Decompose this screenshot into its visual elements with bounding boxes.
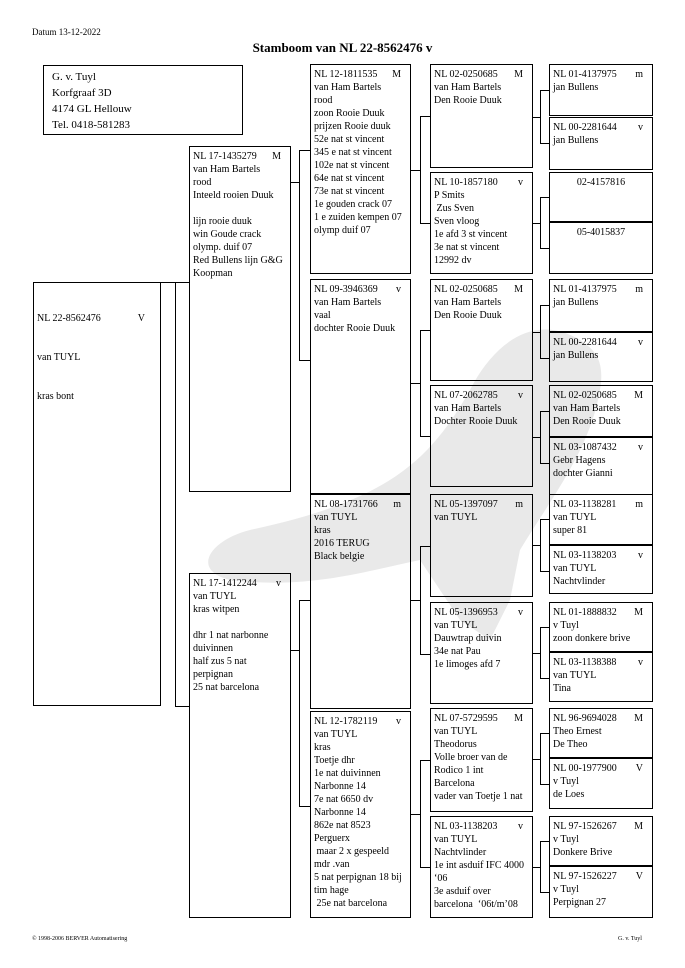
connector-line bbox=[291, 650, 299, 651]
ring-number: NL 10-1857180 bbox=[434, 177, 498, 188]
connector-line bbox=[540, 143, 549, 144]
pedigree-line: Inteeld rooien Duuk bbox=[193, 190, 274, 201]
pedigree-line: 1e int asduif IFC 4000 bbox=[434, 860, 524, 871]
parent-box bbox=[189, 146, 291, 492]
pedigree-line: v Tuyl bbox=[553, 776, 579, 787]
connector-line bbox=[540, 411, 549, 412]
pedigree-line: Nachtvlinder bbox=[434, 847, 487, 858]
pedigree-line: 862e nat 8523 bbox=[314, 820, 371, 831]
pedigree-line: de Loes bbox=[553, 789, 585, 800]
connector-line bbox=[540, 571, 549, 572]
connector-line bbox=[540, 841, 549, 842]
gen5-box bbox=[549, 602, 653, 652]
pedigree-line: tim hage bbox=[314, 885, 349, 896]
connector-line bbox=[420, 116, 430, 117]
pedigree-line: P Smits bbox=[434, 190, 465, 201]
pedigree-line: jan Bullens bbox=[553, 82, 599, 93]
pedigree-line: van Ham Bartels bbox=[314, 82, 382, 93]
pedigree-line: 345 e nat st vincent bbox=[314, 147, 392, 158]
pedigree-line: lijn rooie duuk bbox=[193, 216, 252, 227]
connector-line bbox=[411, 383, 420, 384]
ring-number: NL 00-2281644 bbox=[553, 122, 617, 133]
pedigree-line: rood bbox=[193, 177, 212, 188]
pedigree-line: van Ham Bartels bbox=[553, 403, 621, 414]
great-grandparent-box bbox=[430, 708, 533, 812]
pedigree-line: Barcelona bbox=[434, 778, 475, 789]
connector-line bbox=[540, 197, 549, 198]
grandparent-box bbox=[310, 64, 411, 274]
ring-number: NL 96-9694028 bbox=[553, 713, 617, 724]
pedigree-line: 1 e zuiden kempen 07 bbox=[314, 212, 402, 223]
connector-line bbox=[540, 678, 549, 679]
connector-line bbox=[420, 330, 430, 331]
pedigree-line: zoon donkere brive bbox=[553, 633, 631, 644]
subject-sex: V bbox=[137, 313, 145, 324]
pedigree-line: Perguerx bbox=[314, 833, 350, 844]
ring-number: NL 05-1397097 bbox=[434, 499, 498, 510]
pedigree-line: Red Bullens lijn G&G bbox=[193, 255, 283, 266]
connector-line bbox=[540, 892, 549, 893]
ring-number: NL 05-1396953 bbox=[434, 607, 498, 618]
sex-label: m bbox=[635, 499, 643, 510]
sex-label: v bbox=[396, 716, 401, 727]
great-grandparent-box bbox=[430, 64, 533, 168]
grandparent-box bbox=[310, 711, 411, 918]
pedigree-line: Tina bbox=[553, 683, 571, 694]
sex-label: v bbox=[638, 657, 643, 668]
pedigree-line: Den Rooie Duuk bbox=[434, 310, 502, 321]
connector-line bbox=[411, 170, 420, 171]
ring-number: NL 12-1811535 bbox=[314, 69, 378, 80]
connector-line bbox=[540, 411, 541, 463]
sex-label: M bbox=[392, 69, 401, 80]
pedigree-line: 2016 TERUG bbox=[314, 538, 370, 549]
pedigree-line: kras witpen bbox=[193, 604, 240, 615]
sex-label: M bbox=[514, 713, 523, 724]
pedigree-line: 5 nat perpignan 18 bij bbox=[314, 872, 402, 883]
pedigree-line: van TUYL bbox=[193, 591, 237, 602]
connector-line bbox=[299, 150, 300, 360]
great-grandparent-box bbox=[430, 172, 533, 274]
gen5-box bbox=[549, 172, 653, 222]
pedigree-line: Sven vloog bbox=[434, 216, 480, 227]
pedigree-line: 1e afd 3 st vincent bbox=[434, 229, 508, 240]
ring-number: 02-4157816 bbox=[576, 177, 626, 188]
pedigree-line: Nachtvlinder bbox=[553, 576, 606, 587]
pedigree-line: dochter Rooie Duuk bbox=[314, 323, 396, 334]
connector-line bbox=[540, 90, 541, 143]
ring-number: NL 97-1526267 bbox=[553, 821, 617, 832]
connector-line bbox=[540, 305, 541, 358]
sex-label: M bbox=[634, 390, 643, 401]
connector-line bbox=[299, 600, 310, 601]
sex-label: v bbox=[638, 122, 643, 133]
ring-number: NL 03-1138203 bbox=[434, 821, 498, 832]
sex-label: V bbox=[635, 763, 643, 774]
connector-line bbox=[175, 706, 189, 707]
pedigree-line: van Ham Bartels bbox=[434, 403, 502, 414]
gen5-box bbox=[549, 279, 653, 332]
sex-label: v bbox=[396, 284, 401, 295]
connector-line bbox=[161, 282, 175, 283]
pedigree-line: Narbonne 14 bbox=[314, 807, 366, 818]
connector-line bbox=[540, 519, 541, 571]
page-title: Stamboom van NL 22-8562476 v bbox=[252, 40, 433, 55]
pedigree-line: van TUYL bbox=[434, 512, 478, 523]
connector-line bbox=[533, 117, 540, 118]
pedigree-line: Gebr Hagens bbox=[553, 455, 606, 466]
pedigree-line: van Ham Bartels bbox=[434, 297, 502, 308]
ring-number: NL 17-1435279 bbox=[193, 151, 257, 162]
grandparent-box bbox=[310, 279, 411, 494]
connector-line bbox=[540, 358, 549, 359]
pedigree-line: v Tuyl bbox=[553, 834, 579, 845]
ring-number: NL 01-1888832 bbox=[553, 607, 617, 618]
grandparent-box bbox=[310, 494, 411, 709]
connector-line bbox=[420, 546, 430, 547]
connector-line bbox=[299, 360, 310, 361]
connector-line bbox=[420, 867, 430, 868]
pedigree-line: Den Rooie Duuk bbox=[553, 416, 621, 427]
connector-line bbox=[540, 627, 549, 628]
owner-street: Korfgraaf 3D bbox=[52, 87, 112, 99]
ring-number: NL 02-0250685 bbox=[434, 284, 498, 295]
ring-number: NL 03-1087432 bbox=[553, 442, 617, 453]
pedigree-line: mdr .van bbox=[314, 859, 350, 870]
pedigree-line bbox=[193, 616, 287, 629]
sex-label: v bbox=[518, 821, 523, 832]
sex-label: m bbox=[393, 499, 401, 510]
ring-number: NL 01-4137975 bbox=[553, 284, 617, 295]
gen5-box bbox=[549, 332, 653, 382]
parent-box bbox=[189, 573, 291, 918]
connector-line bbox=[540, 627, 541, 678]
connector-line bbox=[540, 733, 541, 784]
ring-number: NL 07-5729595 bbox=[434, 713, 498, 724]
owner-name: G. v. Tuyl bbox=[52, 71, 96, 83]
sex-label: M bbox=[634, 713, 643, 724]
connector-line bbox=[533, 332, 540, 333]
pedigree-line: zoon Rooie Duuk bbox=[314, 108, 385, 119]
ring-number: NL 00-2281644 bbox=[553, 337, 617, 348]
pedigree-line: 25e nat barcelona bbox=[314, 898, 388, 909]
sex-label: M bbox=[272, 151, 281, 162]
pedigree-line: super 81 bbox=[553, 525, 588, 536]
connector-line bbox=[540, 463, 549, 464]
ring-number: 05-4015837 bbox=[576, 227, 626, 238]
pedigree-line: 1e limoges afd 7 bbox=[434, 659, 501, 670]
owner-phone: Tel. 0418-581283 bbox=[52, 119, 131, 131]
footer-owner: G. v. Tuyl bbox=[618, 936, 642, 942]
connector-line bbox=[299, 600, 300, 806]
pedigree-line: Narbonne 14 bbox=[314, 781, 366, 792]
ring-number: NL 17-1412244 bbox=[193, 578, 257, 589]
sex-label: M bbox=[514, 284, 523, 295]
gen5-box bbox=[549, 494, 653, 545]
pedigree-line: Zus Sven bbox=[434, 203, 474, 214]
connector-line bbox=[540, 248, 549, 249]
ring-number: NL 03-1138203 bbox=[553, 550, 617, 561]
owner-city: 4174 GL Hellouw bbox=[52, 103, 132, 115]
connector-line bbox=[420, 436, 430, 437]
gen5-box bbox=[549, 866, 653, 918]
pedigree-line: Toetje dhr bbox=[314, 755, 355, 766]
connector-line bbox=[299, 150, 310, 151]
pedigree-line: van Ham Bartels bbox=[314, 297, 382, 308]
pedigree-line: 1e nat duivinnen bbox=[314, 768, 381, 779]
connector-line bbox=[299, 806, 310, 807]
pedigree-line: 7e nat 6650 dv bbox=[314, 794, 374, 805]
connector-line bbox=[411, 814, 420, 815]
pedigree-line: 3e asduif over bbox=[434, 886, 491, 897]
subject-owner: van TUYL bbox=[37, 352, 81, 363]
sex-label: v bbox=[518, 390, 523, 401]
pedigree-line: Black belgie bbox=[314, 551, 365, 562]
pedigree-line: ‘06 bbox=[434, 873, 448, 884]
pedigree-line: 25 nat barcelona bbox=[193, 682, 260, 693]
gen5-box bbox=[549, 222, 653, 274]
subject-color: kras bont bbox=[37, 391, 74, 402]
gen5-box bbox=[549, 708, 653, 758]
pedigree-line: van TUYL bbox=[553, 563, 597, 574]
pedigree-line: van Ham Bartels bbox=[193, 164, 261, 175]
connector-line bbox=[420, 116, 421, 223]
great-grandparent-box bbox=[430, 385, 533, 487]
pedigree-line: vader van Toetje 1 nat bbox=[434, 791, 523, 802]
sex-label: v bbox=[276, 578, 281, 589]
sex-label: m bbox=[515, 499, 523, 510]
pedigree-line: olymp. duif 07 bbox=[193, 242, 253, 253]
connector-line bbox=[540, 305, 549, 306]
gen5-box bbox=[549, 117, 653, 170]
ring-number: NL 12-1782119 bbox=[314, 716, 378, 727]
great-grandparent-box bbox=[430, 816, 533, 918]
connector-line bbox=[533, 223, 540, 224]
subject-ring: NL 22-8562476 bbox=[37, 313, 101, 324]
pedigree-line: 64e nat st vincent bbox=[314, 173, 385, 184]
pedigree-line: rood bbox=[314, 95, 333, 106]
pedigree-line: Dochter Rooie Duuk bbox=[434, 416, 518, 427]
gen5-box bbox=[549, 816, 653, 866]
connector-line bbox=[540, 197, 541, 248]
pedigree-line: win Goude crack bbox=[193, 229, 262, 240]
pedigree-line: jan Bullens bbox=[553, 350, 599, 361]
pedigree-line: van TUYL bbox=[434, 726, 478, 737]
pedigree-line: Dauwtrap duivin bbox=[434, 633, 502, 644]
pedigree-line: half zus 5 nat bbox=[193, 656, 247, 667]
pedigree-line: kras bbox=[314, 742, 331, 753]
sex-label: v bbox=[638, 442, 643, 453]
subject-box bbox=[33, 282, 161, 706]
pedigree-line: van TUYL bbox=[553, 512, 597, 523]
pedigree-line: Volle broer van de bbox=[434, 752, 508, 763]
pedigree-line: dhr 1 nat narbonne bbox=[193, 630, 269, 641]
sex-label: v bbox=[638, 337, 643, 348]
ring-number: NL 07-2062785 bbox=[434, 390, 498, 401]
pedigree-line: vaal bbox=[314, 310, 331, 321]
pedigree-line: 1e gouden crack 07 bbox=[314, 199, 393, 210]
great-grandparent-box bbox=[430, 279, 533, 381]
connector-line bbox=[540, 519, 549, 520]
pedigree-line: v Tuyl bbox=[553, 620, 579, 631]
connector-line bbox=[420, 223, 430, 224]
connector-line bbox=[420, 760, 421, 867]
pedigree-line: Den Rooie Duuk bbox=[434, 95, 502, 106]
pedigree-line: perpignan bbox=[193, 669, 233, 680]
pedigree-line: Donkere Brive bbox=[553, 847, 613, 858]
connector-line bbox=[540, 90, 549, 91]
connector-line bbox=[175, 282, 189, 283]
pedigree-line: van TUYL bbox=[434, 834, 478, 845]
footer-copyright: © 1998-2006 BERVER Automatisering bbox=[32, 936, 128, 942]
connector-line bbox=[540, 841, 541, 892]
ring-number: NL 02-0250685 bbox=[434, 69, 498, 80]
pedigree-line: 73e nat st vincent bbox=[314, 186, 385, 197]
pedigree-line: 52e nat st vincent bbox=[314, 134, 385, 145]
sex-label: M bbox=[634, 821, 643, 832]
pedigree-line: dochter Gianni bbox=[553, 468, 613, 479]
pedigree-line: Perpignan 27 bbox=[553, 897, 607, 908]
connector-line bbox=[420, 546, 421, 654]
pedigree-line: van TUYL bbox=[314, 512, 358, 523]
connector-line bbox=[533, 437, 540, 438]
ring-number: NL 03-1138281 bbox=[553, 499, 617, 510]
connector-line bbox=[540, 784, 549, 785]
sex-label: M bbox=[514, 69, 523, 80]
pedigree-line: barcelona ‘06t/m’08 bbox=[434, 899, 518, 910]
pedigree-line: v Tuyl bbox=[553, 884, 579, 895]
pedigree-line: Theo Ernest bbox=[553, 726, 602, 737]
connector-line bbox=[411, 600, 420, 601]
ring-number: NL 09-3946369 bbox=[314, 284, 378, 295]
pedigree-line: jan Bullens bbox=[553, 135, 599, 146]
pedigree-line bbox=[193, 202, 287, 215]
great-grandparent-box bbox=[430, 602, 533, 704]
pedigree-line: van TUYL bbox=[434, 620, 478, 631]
sex-label: v bbox=[518, 607, 523, 618]
sex-label: m bbox=[635, 284, 643, 295]
gen5-box bbox=[549, 64, 653, 116]
ring-number: NL 01-4137975 bbox=[553, 69, 617, 80]
sex-label: V bbox=[635, 871, 643, 882]
great-grandparent-box bbox=[430, 494, 533, 597]
pedigree-line: olymp duif 07 bbox=[314, 225, 371, 236]
owner-box bbox=[43, 65, 243, 135]
sex-label: M bbox=[634, 607, 643, 618]
pedigree-line: 102e nat st vincent bbox=[314, 160, 390, 171]
sex-label: v bbox=[638, 550, 643, 561]
pedigree-line: jan Bullens bbox=[553, 297, 599, 308]
connector-line bbox=[175, 282, 176, 706]
connector-line bbox=[533, 653, 540, 654]
connector-line bbox=[533, 759, 540, 760]
pedigree-line: van TUYL bbox=[553, 670, 597, 681]
pedigree-line: maar 2 x gespeeld bbox=[314, 846, 389, 857]
connector-line bbox=[420, 760, 430, 761]
pedigree-line: duivinnen bbox=[193, 643, 233, 654]
ring-number: NL 00-1977900 bbox=[553, 763, 617, 774]
connector-line bbox=[533, 867, 540, 868]
pedigree-line: 3e nat st vincent bbox=[434, 242, 500, 253]
gen5-box bbox=[549, 758, 653, 809]
sex-label: v bbox=[518, 177, 523, 188]
pedigree-line: van Ham Bartels bbox=[434, 82, 502, 93]
pedigree-line: van TUYL bbox=[314, 729, 358, 740]
pedigree-line: De Theo bbox=[553, 739, 588, 750]
connector-line bbox=[420, 330, 421, 436]
date-label: Datum 13-12-2022 bbox=[32, 27, 101, 37]
gen5-box bbox=[549, 652, 653, 702]
pedigree-line: kras bbox=[314, 525, 331, 536]
connector-line bbox=[291, 182, 299, 183]
gen5-box bbox=[549, 437, 653, 495]
gen5-box bbox=[549, 545, 653, 594]
ring-number: NL 02-0250685 bbox=[553, 390, 617, 401]
gen5-box bbox=[549, 385, 653, 437]
connector-line bbox=[533, 545, 540, 546]
pedigree-line: prijzen Rooie duuk bbox=[314, 121, 391, 132]
pedigree-line: 34e nat Pau bbox=[434, 646, 481, 657]
pedigree-line: Theodorus bbox=[434, 739, 477, 750]
sex-label: m bbox=[635, 69, 643, 80]
ring-number: NL 03-1138388 bbox=[553, 657, 617, 668]
pedigree-line: Rodico 1 int bbox=[434, 765, 484, 776]
ring-number: NL 97-1526227 bbox=[553, 871, 617, 882]
pedigree-line: 12992 dv bbox=[434, 255, 472, 266]
pedigree-line: Koopman bbox=[193, 268, 233, 279]
connector-line bbox=[420, 654, 430, 655]
connector-line bbox=[540, 733, 549, 734]
ring-number: NL 08-1731766 bbox=[314, 499, 378, 510]
